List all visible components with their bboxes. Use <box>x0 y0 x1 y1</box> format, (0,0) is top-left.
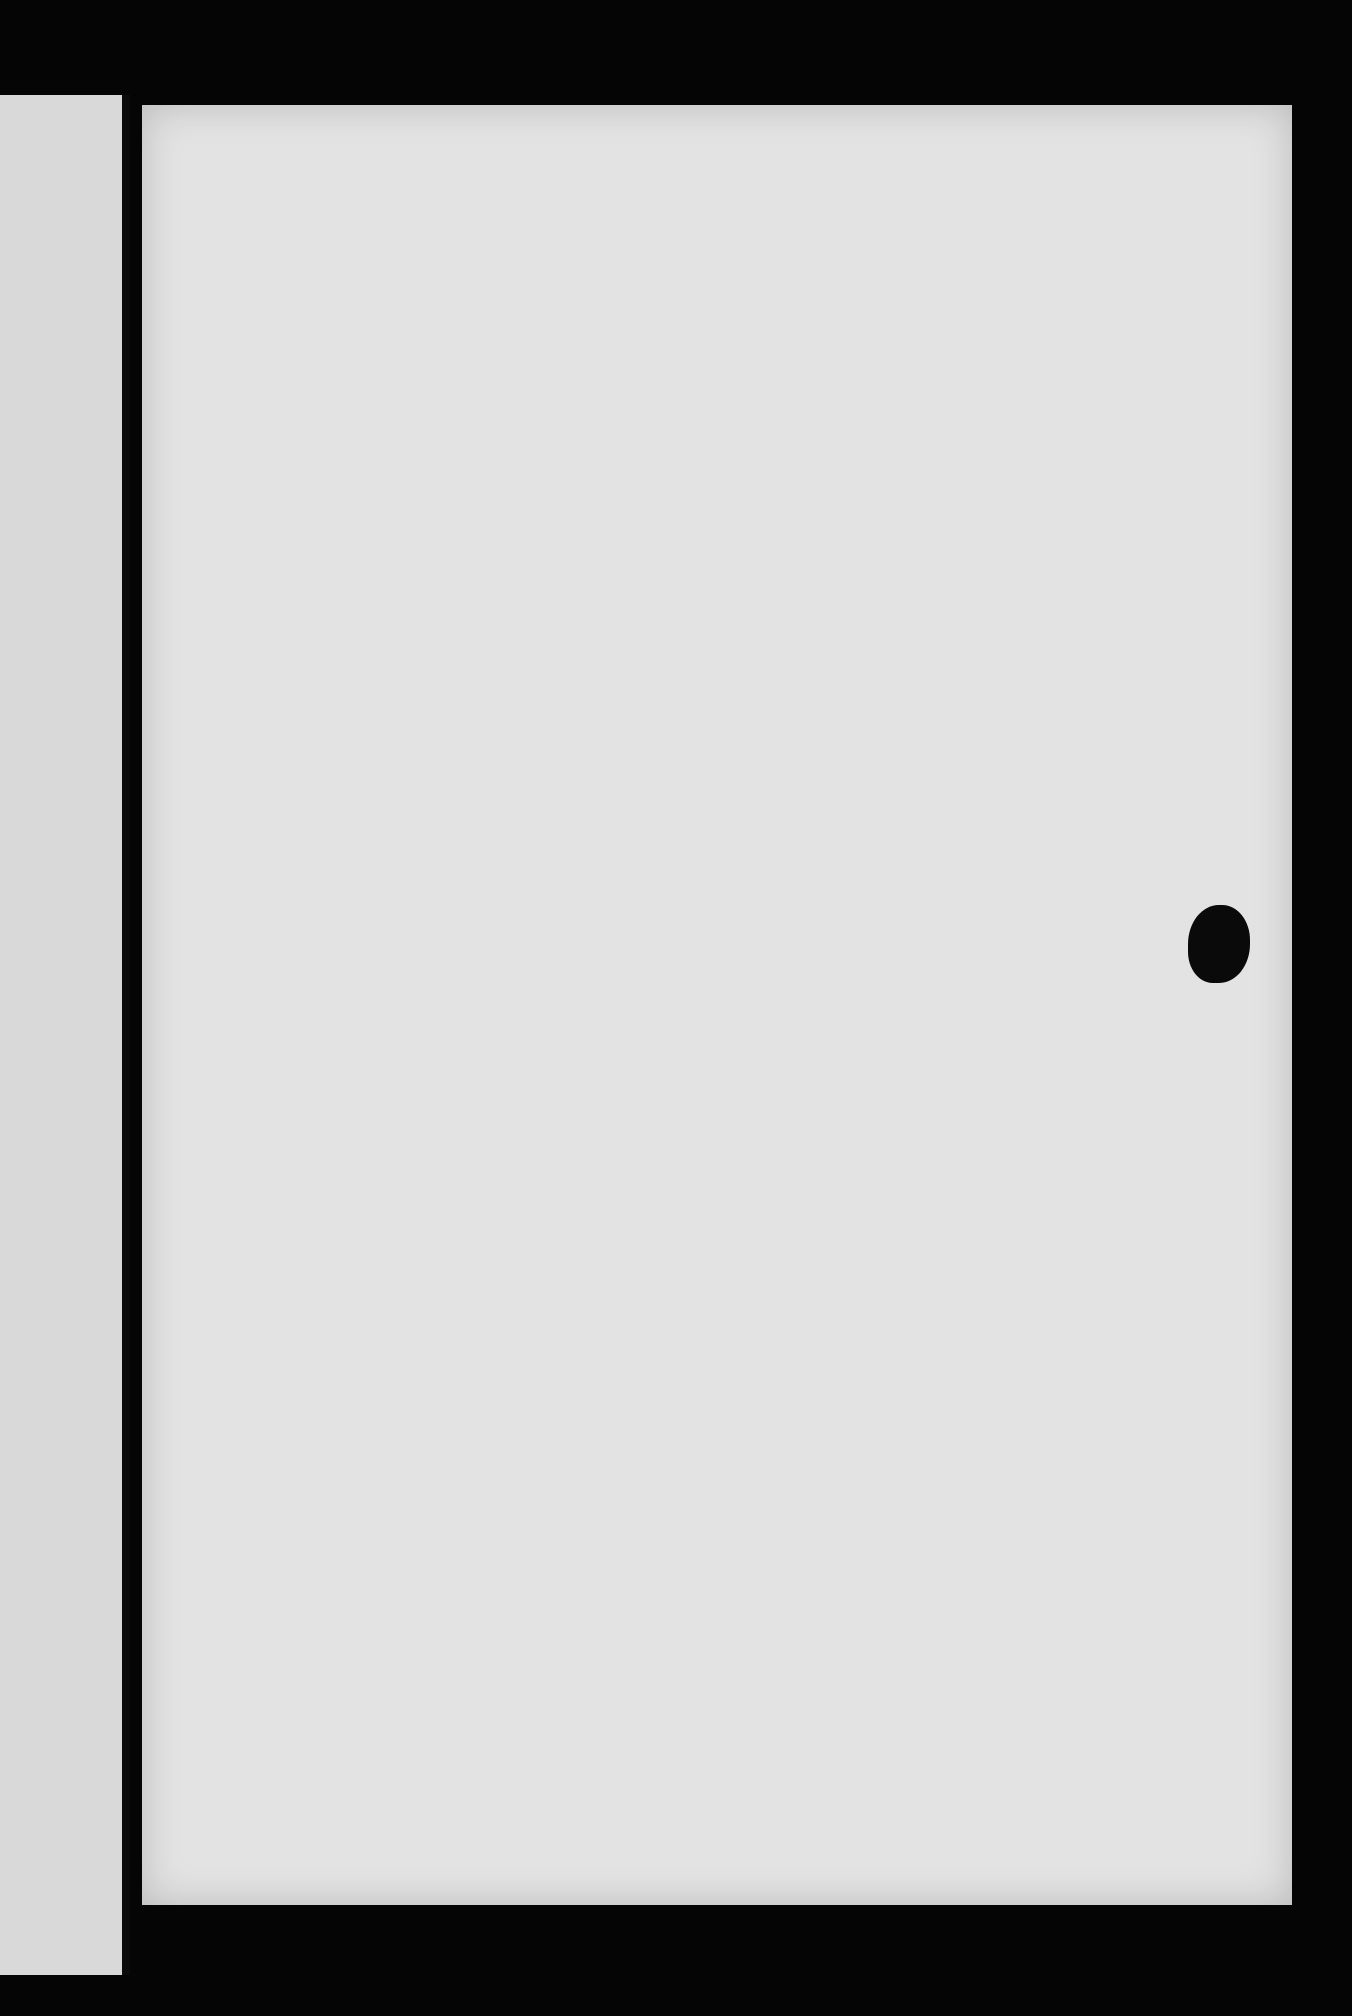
document-page <box>142 105 1292 1905</box>
page-text <box>240 265 1080 284</box>
ink-blot <box>1188 905 1250 983</box>
adjacent-page-edge <box>0 95 130 1975</box>
